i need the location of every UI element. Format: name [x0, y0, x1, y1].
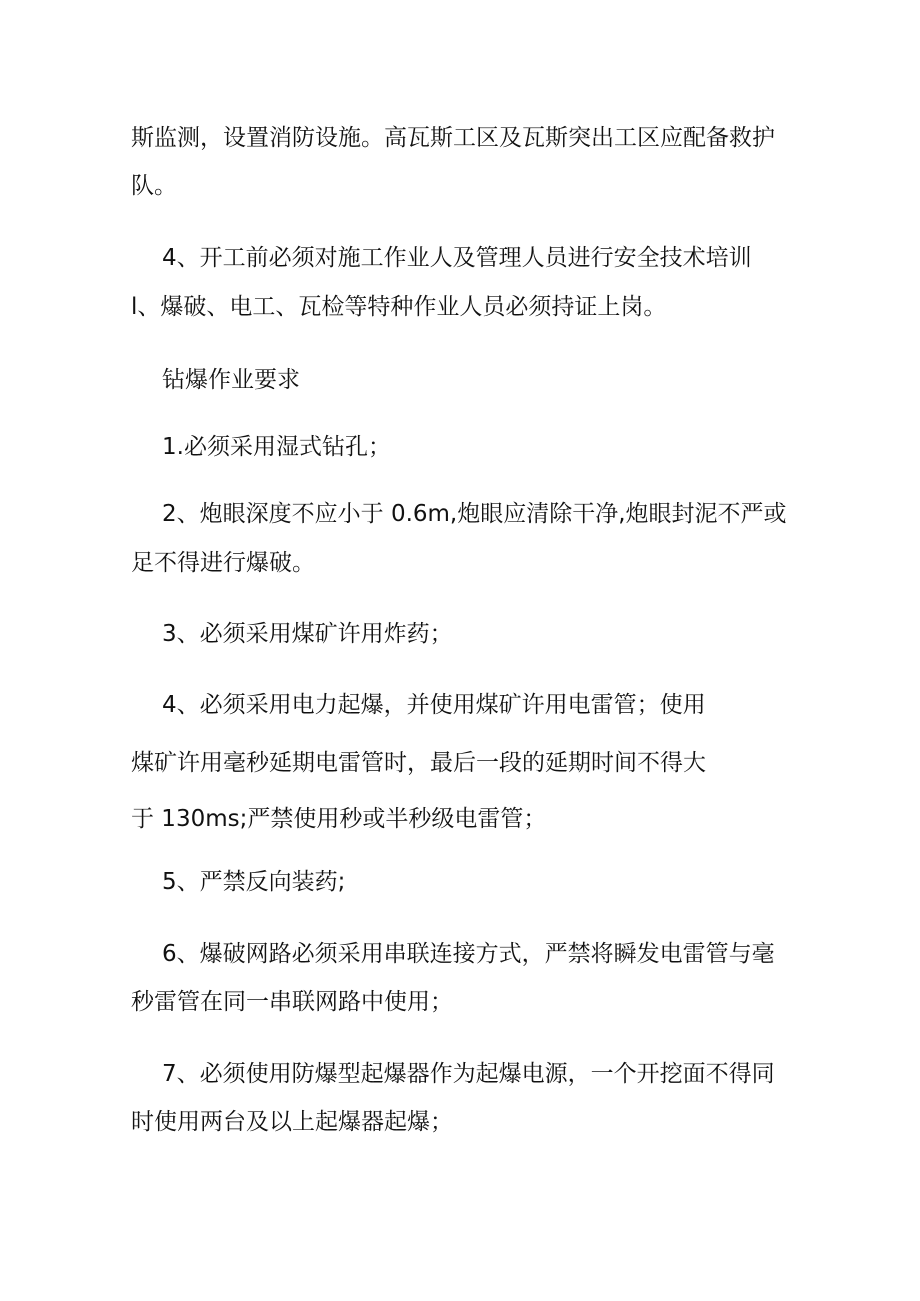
- text-line: 煤矿许用毫秒延期电雷管时，最后一段的延期时间不得大: [131, 750, 706, 776]
- text-line: 于 130ms;严禁使用秒或半秒级电雷管；: [131, 806, 547, 832]
- text-line: 5、严禁反向装药;: [162, 869, 346, 895]
- text-line: 3、必须采用煤矿许用炸药；: [162, 621, 453, 647]
- text-line: 秒雷管在同一串联网路中使用；: [131, 989, 453, 1015]
- text-line: l、爆破、电工、瓦检等特种作业人员必须持证上岗。: [131, 294, 667, 320]
- text-line: 7、必须使用防爆型起爆器作为起爆电源，一个开挖面不得同: [162, 1061, 775, 1087]
- text-line: 4、必须采用电力起爆，并使用煤矿许用电雷管；使用: [162, 692, 706, 718]
- text-line: 队。: [131, 173, 177, 199]
- text-line: 斯监测，设置消防设施。高瓦斯工区及瓦斯突出工区应配备救护: [131, 125, 775, 151]
- text-line: 1.必须采用湿式钻孔；: [162, 434, 391, 460]
- text-line: 钻爆作业要求: [162, 367, 300, 393]
- text-line: 时使用两台及以上起爆器起爆；: [131, 1109, 453, 1135]
- text-line: 4、开工前必须对施工作业人及管理人员进行安全技术培训: [162, 245, 752, 271]
- text-line: 2、炮眼深度不应小于 0.6m,炮眼应清除干净,炮眼封泥不严或: [162, 501, 787, 527]
- text-line: 6、爆破网路必须采用串联连接方式，严禁将瞬发电雷管与毫: [162, 941, 775, 967]
- text-line: 足不得进行爆破。: [131, 550, 315, 576]
